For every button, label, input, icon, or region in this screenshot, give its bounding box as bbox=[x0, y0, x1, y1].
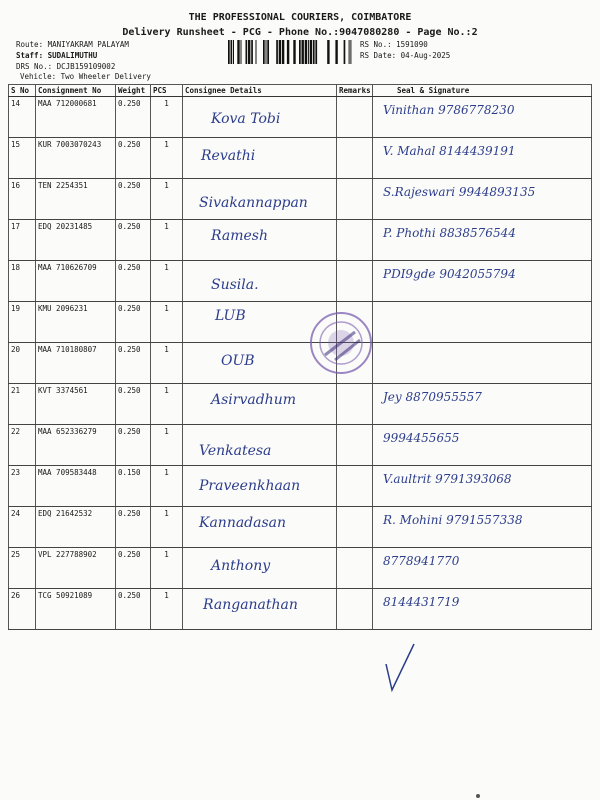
row-consignment: MAA 709583448 bbox=[36, 466, 116, 507]
row-weight: 0.150 bbox=[116, 466, 151, 507]
runsheet-title: Delivery Runsheet - PCG - Phone No.:9047080280 - Page No.:2 bbox=[122, 27, 478, 38]
row-consignment: MAA 712000681 bbox=[36, 97, 116, 138]
row-pcs: 1 bbox=[151, 179, 183, 220]
consignee-handwriting: Ramesh bbox=[211, 228, 268, 244]
table-row bbox=[9, 302, 592, 343]
header-sno: S No bbox=[9, 85, 36, 97]
row-weight: 0.250 bbox=[116, 589, 151, 630]
signature-handwriting: PDI9gde 9042055794 bbox=[383, 267, 516, 281]
table-row bbox=[9, 343, 592, 384]
row-pcs: 1 bbox=[151, 261, 183, 302]
scan-speck bbox=[476, 794, 480, 798]
table-row bbox=[9, 589, 592, 630]
header-signature: Seal & Signature bbox=[373, 85, 592, 97]
row-signature bbox=[373, 466, 592, 507]
consignee-handwriting: Ranganathan bbox=[203, 597, 298, 613]
row-consignment: EDQ 20231485 bbox=[36, 220, 116, 261]
barcode-graphic bbox=[228, 40, 353, 64]
consignee-handwriting: Venkatesa bbox=[199, 443, 272, 459]
table-row bbox=[9, 425, 592, 466]
row-consignee bbox=[183, 548, 337, 589]
vehicle-label: Vehicle: Two Wheeler Delivery bbox=[20, 72, 151, 81]
row-consignment: EDQ 21642532 bbox=[36, 507, 116, 548]
row-sno: 24 bbox=[9, 507, 36, 548]
signature-handwriting: Jey 8870955557 bbox=[383, 390, 482, 404]
table-row bbox=[9, 384, 592, 425]
signature-handwriting: 9994455655 bbox=[383, 431, 460, 445]
table-row bbox=[9, 220, 592, 261]
row-signature bbox=[373, 179, 592, 220]
company-title: THE PROFESSIONAL COURIERS, COIMBATORE bbox=[188, 12, 412, 23]
row-sno: 20 bbox=[9, 343, 36, 384]
row-sno: 14 bbox=[9, 97, 36, 138]
header-remarks: Remarks bbox=[337, 85, 373, 97]
table-row bbox=[9, 507, 592, 548]
runsheet-table bbox=[8, 84, 592, 630]
row-consignee bbox=[183, 261, 337, 302]
row-consignee bbox=[183, 589, 337, 630]
check-mark bbox=[380, 640, 420, 700]
row-weight: 0.250 bbox=[116, 343, 151, 384]
row-weight: 0.250 bbox=[116, 261, 151, 302]
row-signature bbox=[373, 220, 592, 261]
table-row bbox=[9, 548, 592, 589]
signature-handwriting: 8144431719 bbox=[383, 595, 460, 609]
signature-handwriting: P. Phothi 8838576544 bbox=[383, 226, 516, 240]
consignee-handwriting: LUB bbox=[215, 308, 246, 324]
row-consignee bbox=[183, 384, 337, 425]
row-signature bbox=[373, 138, 592, 179]
rs-number: RS No.: 1591090 bbox=[360, 40, 428, 49]
consignee-handwriting: Praveenkhaan bbox=[199, 478, 301, 494]
consignee-handwriting: Kova Tobi bbox=[211, 111, 281, 127]
row-sno: 25 bbox=[9, 548, 36, 589]
row-consignee bbox=[183, 425, 337, 466]
row-consignment: VPL 227788902 bbox=[36, 548, 116, 589]
row-consignee bbox=[183, 97, 337, 138]
table-row bbox=[9, 138, 592, 179]
signature-handwriting: R. Mohini 9791557338 bbox=[383, 513, 523, 527]
header-weight: Weight bbox=[116, 85, 151, 97]
row-signature bbox=[373, 261, 592, 302]
consignee-handwriting: OUB bbox=[221, 353, 255, 369]
row-signature bbox=[373, 384, 592, 425]
rs-date: RS Date: 04-Aug-2025 bbox=[360, 51, 451, 60]
row-consignment: KMU 2096231 bbox=[36, 302, 116, 343]
header-consignee: Consignee Details bbox=[183, 85, 337, 97]
row-pcs: 1 bbox=[151, 384, 183, 425]
row-pcs: 1 bbox=[151, 425, 183, 466]
row-pcs: 1 bbox=[151, 548, 183, 589]
row-sno: 15 bbox=[9, 138, 36, 179]
consignee-handwriting: Anthony bbox=[211, 558, 271, 574]
signature-handwriting: V. Mahal 8144439191 bbox=[383, 144, 516, 158]
row-weight: 0.250 bbox=[116, 507, 151, 548]
row-signature bbox=[373, 302, 592, 343]
row-weight: 0.250 bbox=[116, 302, 151, 343]
table-row bbox=[9, 261, 592, 302]
row-weight: 0.250 bbox=[116, 179, 151, 220]
signature-handwriting bbox=[375, 304, 589, 308]
row-pcs: 1 bbox=[151, 507, 183, 548]
row-consignee bbox=[183, 507, 337, 548]
row-signature bbox=[373, 343, 592, 384]
row-consignment: KUR 7003070243 bbox=[36, 138, 116, 179]
row-sno: 16 bbox=[9, 179, 36, 220]
consignee-handwriting: Kannadasan bbox=[199, 515, 287, 531]
row-signature bbox=[373, 507, 592, 548]
row-signature bbox=[373, 425, 592, 466]
consignee-handwriting: Asirvadhum bbox=[211, 392, 296, 408]
row-sno: 21 bbox=[9, 384, 36, 425]
row-pcs: 1 bbox=[151, 343, 183, 384]
signature-handwriting: 8778941770 bbox=[383, 554, 460, 568]
consignee-handwriting: Susila. bbox=[211, 277, 259, 293]
row-consignee bbox=[183, 179, 337, 220]
row-weight: 0.250 bbox=[116, 384, 151, 425]
row-pcs: 1 bbox=[151, 466, 183, 507]
row-pcs: 1 bbox=[151, 138, 183, 179]
row-consignee bbox=[183, 466, 337, 507]
row-sno: 17 bbox=[9, 220, 36, 261]
header-pcs: PCS bbox=[151, 85, 183, 97]
row-sno: 18 bbox=[9, 261, 36, 302]
row-consignment: MAA 710626709 bbox=[36, 261, 116, 302]
consignee-handwriting: Revathi bbox=[201, 148, 256, 164]
staff-label: Staff: SUDALIMUTHU bbox=[16, 51, 98, 60]
signature-handwriting: Vinithan 9786778230 bbox=[383, 103, 515, 117]
table-row bbox=[9, 466, 592, 507]
row-consignee bbox=[183, 138, 337, 179]
row-consignment: TCG 50921089 bbox=[36, 589, 116, 630]
route-label: Route: MANIYAKRAM PALAYAM bbox=[16, 40, 129, 49]
table-header-row bbox=[9, 85, 592, 97]
signature-handwriting: S.Rajeswari 9944893135 bbox=[383, 185, 536, 199]
row-pcs: 1 bbox=[151, 302, 183, 343]
row-pcs: 1 bbox=[151, 589, 183, 630]
row-sno: 22 bbox=[9, 425, 36, 466]
row-signature bbox=[373, 548, 592, 589]
row-consignment: TEN 2254351 bbox=[36, 179, 116, 220]
row-consignment: MAA 710180807 bbox=[36, 343, 116, 384]
signature-handwriting: V.aultrit 9791393068 bbox=[383, 472, 512, 486]
row-pcs: 1 bbox=[151, 97, 183, 138]
row-sno: 19 bbox=[9, 302, 36, 343]
table-row bbox=[9, 97, 592, 138]
row-weight: 0.250 bbox=[116, 97, 151, 138]
row-consignment: MAA 652336279 bbox=[36, 425, 116, 466]
row-weight: 0.250 bbox=[116, 548, 151, 589]
row-weight: 0.250 bbox=[116, 138, 151, 179]
row-sno: 23 bbox=[9, 466, 36, 507]
consignee-handwriting: Sivakannappan bbox=[199, 195, 308, 211]
row-weight: 0.250 bbox=[116, 220, 151, 261]
table-row bbox=[9, 179, 592, 220]
header-consignment: Consignment No bbox=[36, 85, 116, 97]
row-weight: 0.250 bbox=[116, 425, 151, 466]
signature-handwriting bbox=[375, 345, 589, 349]
row-consignee bbox=[183, 220, 337, 261]
seal-stamp bbox=[305, 310, 377, 376]
row-sno: 26 bbox=[9, 589, 36, 630]
row-signature bbox=[373, 589, 592, 630]
row-consignment: KVT 3374561 bbox=[36, 384, 116, 425]
drs-label: DRS No.: DCJB159109002 bbox=[16, 62, 116, 71]
row-pcs: 1 bbox=[151, 220, 183, 261]
row-signature bbox=[373, 97, 592, 138]
